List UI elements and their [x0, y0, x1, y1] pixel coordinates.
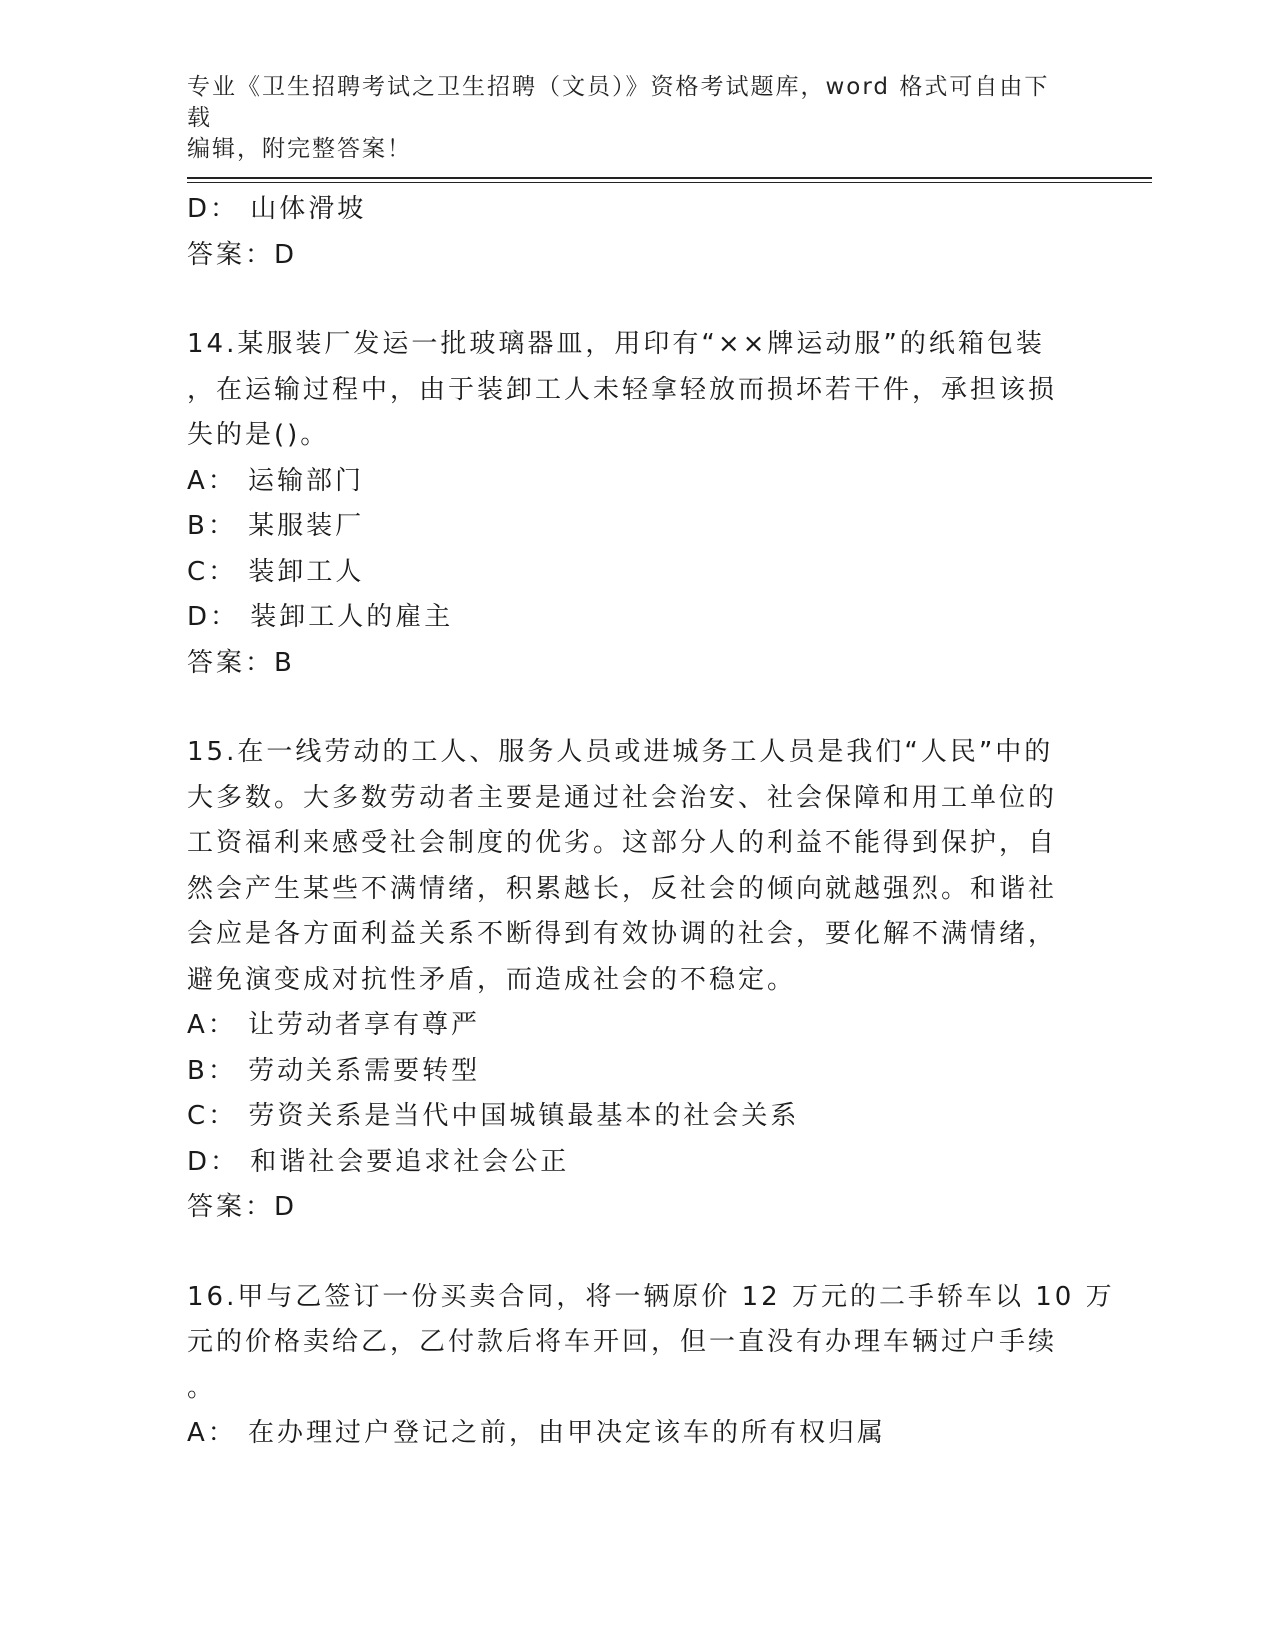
header-line-2: 编辑，附完整答案！	[187, 136, 412, 162]
document-header	[187, 72, 1067, 165]
question-stem-line: 工资福利来感受社会制度的优劣。这部分人的利益不能得到保护，自	[187, 828, 1058, 858]
question-stem-line: 会应是各方面利益关系不断得到有效协调的社会，要化解不满情绪，	[187, 919, 1058, 949]
spacer	[187, 1231, 1077, 1275]
question-stem-line: 元的价格卖给乙，乙付款后将车开回，但一直没有办理车辆过户手续	[187, 1327, 1058, 1357]
question-stem-line: 16.甲与乙签订一份买卖合同，将一辆原价 12 万元的二手轿车以 10 万	[187, 1281, 1115, 1312]
option-d: D： 装卸工人的雇主	[187, 602, 454, 632]
question-stem-line: 失的是()。	[187, 420, 330, 450]
question-15	[187, 730, 1077, 1231]
option-a: A： 在办理过户登记之前，由甲决定该车的所有权归属	[187, 1418, 887, 1448]
header-line-1: 专业《卫生招聘考试之卫生招聘（文员）》资格考试题库，word 格式可自由下载	[187, 74, 1050, 131]
question-stem-line: 然会产生某些不满情绪，积累越长，反社会的倾向就越强烈。和谐社	[187, 873, 1058, 904]
question-14	[187, 322, 1077, 686]
question-stem-line: 大多数。大多数劳动者主要是通过社会治安、社会保障和用工单位的	[187, 782, 1058, 813]
spacer	[187, 278, 1077, 322]
previous-question-tail	[187, 187, 1077, 278]
question-stem-line: 15.在一线劳动的工人、服务人员或进城务工人员是我们“人民”中的	[187, 737, 1054, 767]
option-b: B： 某服装厂	[187, 511, 365, 541]
spacer	[187, 686, 1077, 730]
header-divider-thick	[187, 177, 1152, 179]
question-stem-line: 避免演变成对抗性矛盾，而造成社会的不稳定。	[187, 964, 797, 995]
question-stem-line: 14.某服装厂发运一批玻璃器皿，用印有“××牌运动服”的纸箱包装	[187, 329, 1045, 359]
option-d: D： 山体滑坡	[187, 194, 367, 224]
header-divider-thin	[187, 182, 1152, 183]
answer-line: 答案：D	[187, 239, 298, 270]
option-a: A： 运输部门	[187, 465, 365, 496]
question-stem-line: ，在运输过程中，由于装卸工人未轻拿轻放而损坏若干件，承担该损	[187, 374, 1058, 405]
option-b: B： 劳动关系需要转型	[187, 1055, 481, 1086]
answer-line: 答案：D	[187, 1192, 298, 1222]
question-content	[187, 187, 1115, 1457]
option-a: A： 让劳动者享有尊严	[187, 1010, 481, 1040]
option-c: C： 劳资关系是当代中国城镇最基本的社会关系	[187, 1101, 800, 1131]
question-16	[187, 1275, 1115, 1457]
option-d: D： 和谐社会要追求社会公正	[187, 1146, 570, 1177]
question-stem-line: 。	[187, 1372, 217, 1403]
option-c: C： 装卸工人	[187, 556, 365, 587]
answer-line: 答案：B	[187, 647, 295, 678]
